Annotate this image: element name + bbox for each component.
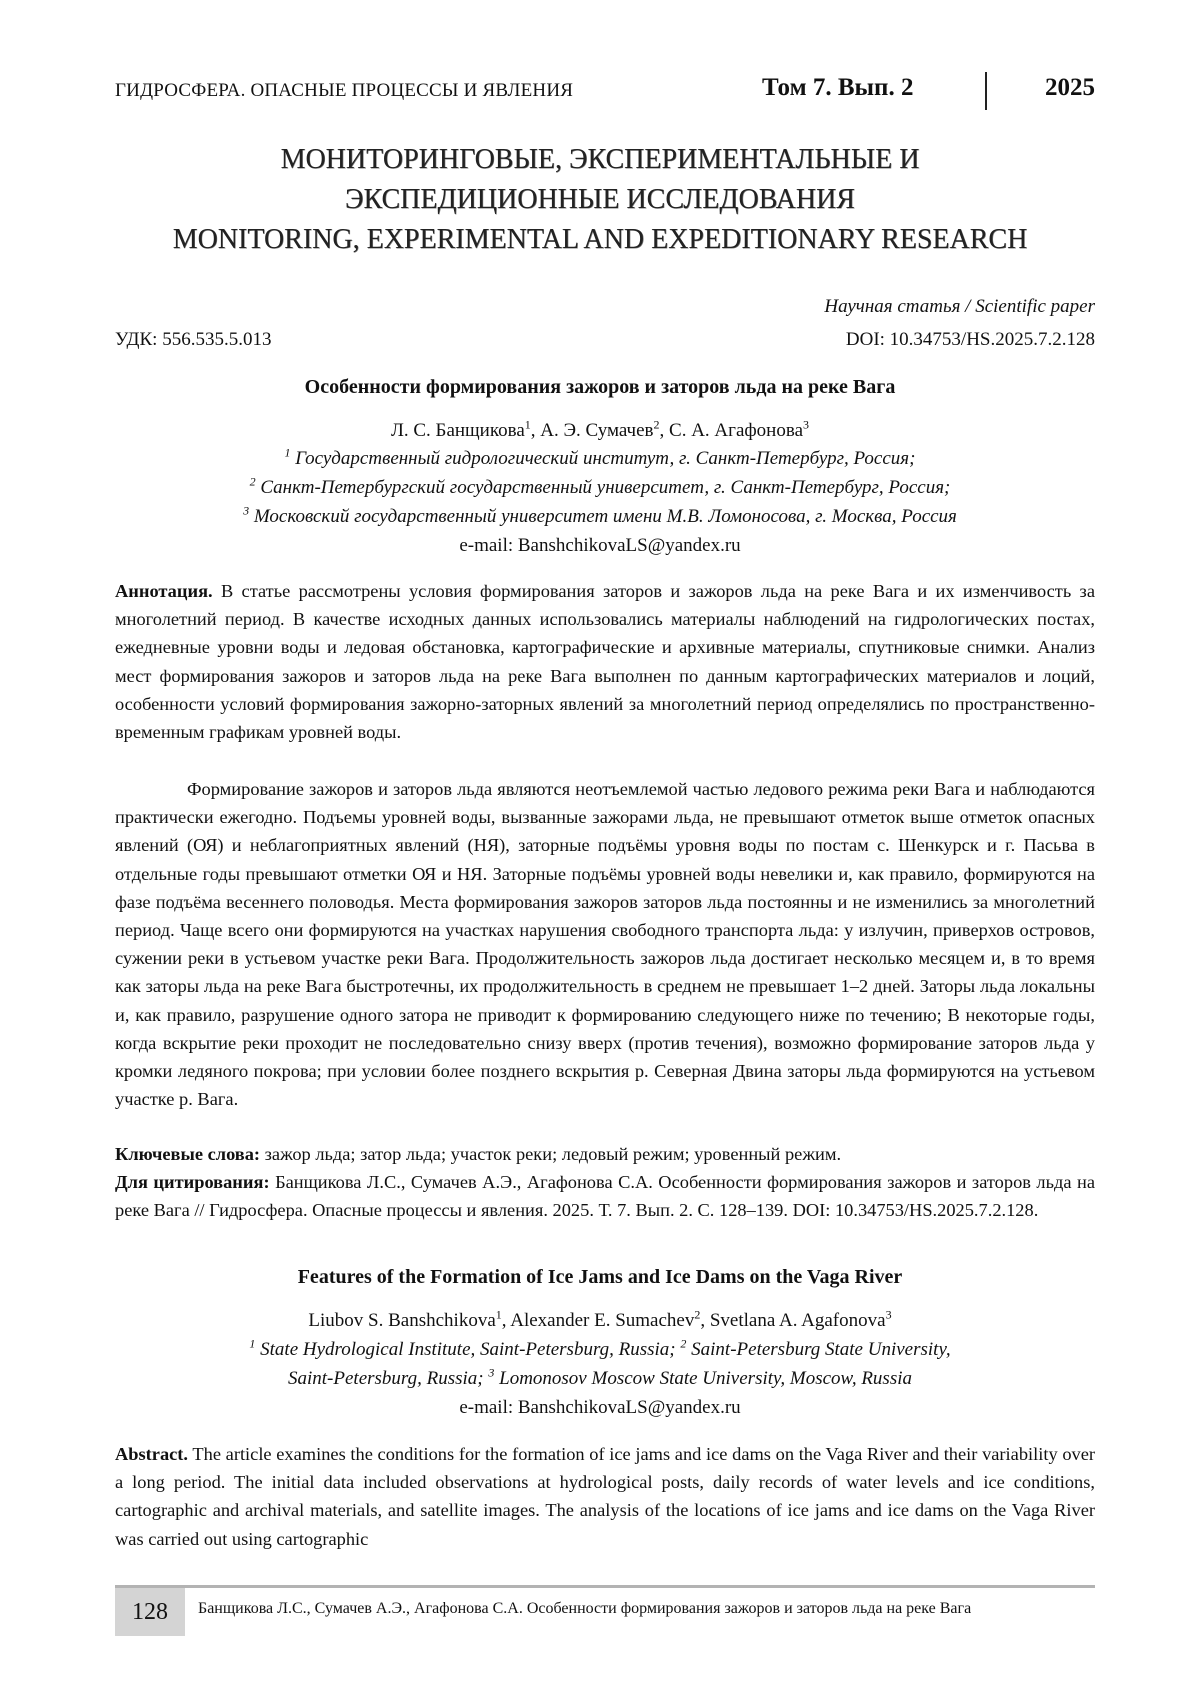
author-ru: С. А. Агафонова bbox=[669, 420, 804, 441]
author-sup: 3 bbox=[803, 417, 810, 432]
authors-en: Liubov S. Banshchikova$^1$, Alexander E. Sumachev$^2$, Svetlana A. Agafonova$^3$ bbox=[308, 1307, 892, 1331]
authors-ru: Л. С. Банщикова$^1$, А. Э. Сумачев$^2$, С. А. Агафонова$^3$ bbox=[390, 417, 810, 441]
article-type: Научная статья / Scientific paper bbox=[824, 296, 1095, 317]
citation-text: Банщикова Л.С., Сумачев А.Э., Агафонова С.А. Особенности формирования зажоров и заторов льда на реке Вага // Гидросфера. Опасные процессы и явления. 2025. Т. 7. Вып. 2. С. 128–139. DOI: 10.34753/HS.2025.7.2.128. bbox=[115, 1172, 1095, 1221]
author-en: Svetlana A. Agafonova bbox=[709, 1310, 886, 1331]
page-number: 128 bbox=[115, 1588, 185, 1636]
keywords-text: зажор льда; затор льда; участок реки; ледовый режим; уровенный режим. bbox=[264, 1144, 842, 1164]
abstract-ru-paragraph-2: Формирование зажоров и заторов льда являются неотъемлемой частью ледового режима реки Вага и наблюдаются практически ежегодно. Подъемы уровней воды, вызванные зажорами льда, не превышают отметок выше отметок опасных явлений (ОЯ) и неблагоприятных явлений (НЯ), заторные подъёмы уровня воды по постам с. Шенкурск и г. Пасьва в отдельные годы превышают отметки ОЯ и НЯ. Заторные подъёмы уровней воды невелики и, как правило, формируются на фазе подъёма весеннего половодья. Места формирования зажоров заторов льда постоянны и не изменились за многолетний период. Чаще всего они формируются на участках нарушения свободного транспорта льда: у излучин, приверхов островов, сужении реки в устьевом участке реки Вага. Продолжительность зажоров льда достигает несколько месяцем и, в то время как заторы льда на реке Вага быстротечны, их продолжительность в среднем не превышает 1–2 дней. Заторы льда локальны и, как правило, разрушение одного затора не приводит к формированию следующего ниже по течению; В некоторые годы, когда вскрытие реки проходит не последовательно снизу вверх (против течения), возможно формирование заторов льда у кромки ледяного покрова; при условии более позднего вскрытия р. Северная Двина заторы льда формируются на устьевом участке р. Вага. bbox=[115, 779, 1095, 1110]
volume-issue: Том 7. Вып. 2 bbox=[762, 74, 914, 101]
udc-code: УДК: 556.535.5.013 bbox=[115, 329, 272, 350]
affiliation-ru-1: $^1$ Государственный гидрологический институт, г. Санкт-Петербург, Россия; bbox=[284, 445, 916, 469]
abstract-ru bbox=[115, 577, 1095, 746]
article-title-en: Features of the Formation of Ice Jams and Ice Dams on the Vaga River bbox=[297, 1266, 903, 1288]
section-title-en: MONITORING, EXPERIMENTAL AND EXPEDITIONARY RESEARCH bbox=[172, 224, 1028, 255]
header-divider bbox=[985, 72, 987, 110]
doi[interactable]: DOI: 10.34753/HS.2025.7.2.128 bbox=[845, 329, 1095, 350]
email-ru[interactable]: e-mail: BanshchikovaLS@yandex.ru bbox=[459, 535, 741, 556]
affiliation-en-2: Saint-Petersburg, Russia; $^3$ Lomonosov Moscow State University, Moscow, Russia bbox=[288, 1365, 912, 1389]
author-ru: Л. С. Банщикова bbox=[390, 420, 525, 441]
journal-name: ГИДРОСФЕРА. ОПАСНЫЕ ПРОЦЕССЫ И ЯВЛЕНИЯ bbox=[115, 80, 574, 101]
article-title-ru: Особенности формирования зажоров и заторов льда на реке Вага bbox=[304, 376, 896, 398]
affiliation-ru-3: $^3$ Московский государственный университет имени М.В. Ломоносова, г. Москва, Россия bbox=[243, 503, 957, 527]
citation-label: Для цитирования: bbox=[115, 1172, 270, 1192]
keywords-ru bbox=[115, 1140, 1095, 1168]
section-title-ru-line1: МОНИТОРИНГОВЫЕ, ЭКСПЕРИМЕНТАЛЬНЫЕ И bbox=[280, 144, 920, 175]
author-ru: А. Э. Сумачев bbox=[540, 420, 654, 441]
section-title bbox=[100, 140, 1100, 260]
author-sup: 2 bbox=[653, 417, 660, 432]
abstract-label-en: Abstract. bbox=[115, 1444, 189, 1464]
citation-ru bbox=[115, 1168, 1095, 1224]
author-en: Liubov S. Banshchikova bbox=[308, 1310, 496, 1331]
footer-citation: Банщикова Л.С., Сумачев А.Э., Агафонова С.А. Особенности формирования зажоров и заторов льда на реке Вага bbox=[198, 1600, 972, 1617]
abstract-text-en: The article examines the conditions for the formation of ice jams and ice dams on the Vaga River and their variability over a long period. The initial data included observations at hydrological posts, daily records of water levels and ice conditions, cartographic and archival materials, and satellite images. The analysis of the locations of ice jams and ice dams on the Vaga River was carried out using cartographic bbox=[115, 1444, 1096, 1549]
section-title-ru-line2: ЭКСПЕДИЦИОННЫЕ ИССЛЕДОВАНИЯ bbox=[345, 184, 855, 215]
author-sup: 1 bbox=[524, 417, 531, 432]
footer-rule bbox=[115, 1585, 1095, 1588]
affiliation-ru-2: $^2$ Санкт-Петербургский государственный университет, г. Санкт-Петербург, Россия; bbox=[249, 474, 951, 498]
email-en[interactable]: e-mail: BanshchikovaLS@yandex.ru bbox=[459, 1397, 741, 1418]
header-year: 2025 bbox=[1045, 74, 1095, 101]
abstract-en bbox=[115, 1440, 1095, 1553]
keywords-label: Ключевые слова: bbox=[115, 1144, 261, 1164]
affiliation-en-1: $^1$ State Hydrological Institute, Saint-Petersburg, Russia; $^2$ Saint-Petersburg State University, bbox=[249, 1336, 951, 1360]
author-en: Alexander E. Sumachev bbox=[510, 1310, 695, 1331]
abstract-label: Аннотация. bbox=[115, 581, 213, 601]
running-header bbox=[115, 72, 1095, 112]
abstract-text: В статье рассмотрены условия формирования заторов и зажоров льда на реке Вага и их изменчивость за многолетний период. В качестве исходных данных использовались материалы наблюдений на гидрологических постах, ежедневные уровни воды и ледовая обстановка, картографические и архивные материалы, спутниковые снимки. Анализ мест формирования зажоров и заторов льда на реке Вага выполнен по данным картографических материалов и лоций, особенности условий формирования зажорно-заторных явлений за многолетний период определялись по пространственно-временным графикам уровней воды. bbox=[115, 581, 1095, 743]
